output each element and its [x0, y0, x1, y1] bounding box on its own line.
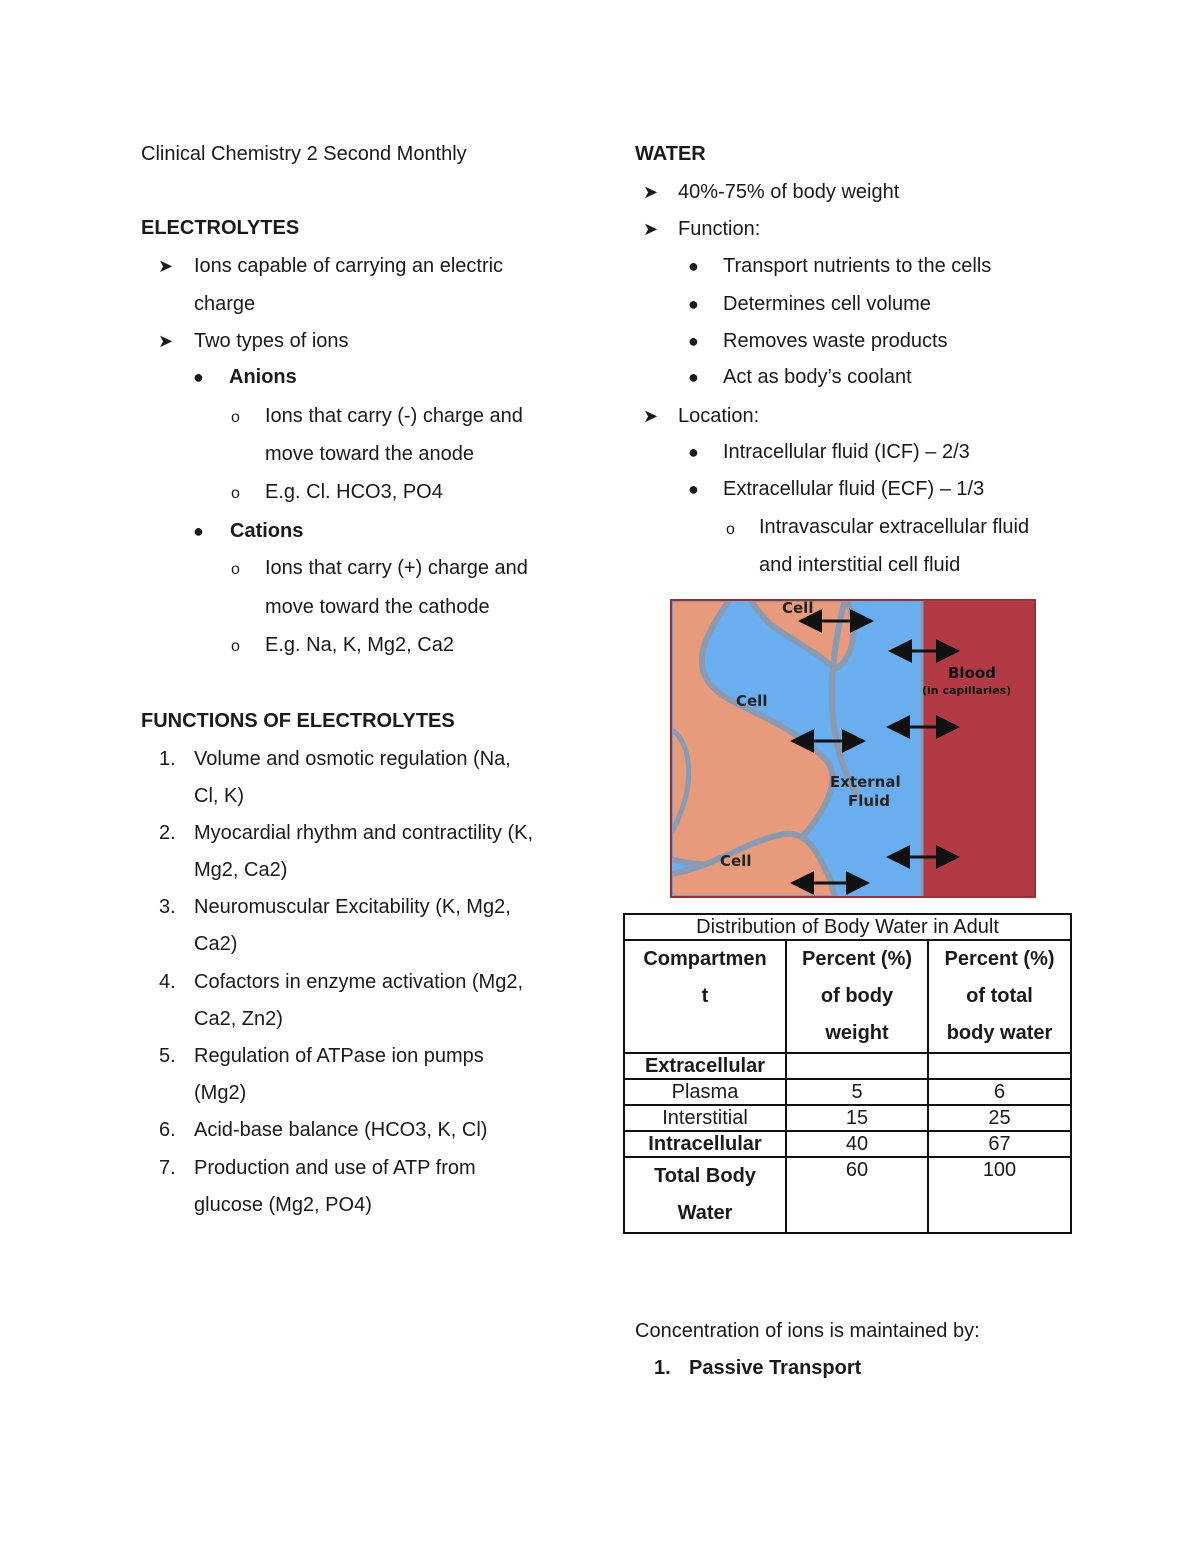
table-cell: 15	[786, 1105, 928, 1131]
bullet-icon: ●	[688, 331, 699, 351]
list-item: charge	[194, 293, 256, 315]
blood-label: Blood	[948, 664, 996, 682]
cations-label: Cations	[230, 520, 304, 542]
list-item: Two types of ions	[194, 330, 349, 352]
list-number: 4.	[159, 971, 176, 993]
header-line: body water	[946, 1022, 1053, 1044]
list-item: Function:	[678, 218, 761, 240]
list-item: Ions that carry (+) charge and	[265, 557, 528, 579]
list-item: Cofactors in enzyme activation (Mg2,	[194, 971, 524, 993]
list-number: 2.	[159, 822, 176, 844]
header-line: Percent (%)	[944, 948, 1055, 970]
table-row	[624, 1053, 1071, 1079]
table-header-cell	[624, 940, 786, 1053]
list-number: 6.	[159, 1119, 176, 1141]
body-water-table	[623, 913, 1072, 1234]
header-line: Percent (%)	[801, 948, 913, 970]
list-item: Location:	[678, 405, 760, 427]
header-spacer	[627, 1015, 783, 1052]
list-item: Acid-base balance (HCO3, K, Cl)	[194, 1119, 488, 1141]
table-row	[624, 1131, 1071, 1157]
list-item: Transport nutrients to the cells	[723, 255, 992, 277]
header-line: Compartmen	[643, 948, 767, 970]
list-item: Production and use of ATP from	[194, 1157, 476, 1179]
table-cell: 25	[928, 1105, 1071, 1131]
table-cell: 6	[928, 1079, 1071, 1105]
electrolytes-heading: ELECTROLYTES	[141, 217, 300, 239]
circle-bullet-icon: o	[726, 521, 735, 538]
list-item: Ca2, Zn2)	[194, 1008, 283, 1030]
list-number: 1.	[159, 748, 176, 770]
bullet-icon: ●	[688, 479, 699, 499]
list-number: 5.	[159, 1045, 176, 1067]
table-caption: Distribution of Body Water in Adult	[624, 914, 1071, 940]
list-item: Myocardial rhythm and contractility (K,	[194, 822, 534, 844]
list-item: Act as body’s coolant	[723, 366, 912, 388]
table-header-row	[624, 940, 1071, 1053]
bullet-icon: ●	[688, 256, 699, 276]
list-item: (Mg2)	[194, 1082, 247, 1104]
list-number: 3.	[159, 896, 176, 918]
concentration-text: Concentration of ions is maintained by:	[635, 1320, 980, 1342]
table-cell: Plasma	[624, 1079, 786, 1105]
list-item: Ca2)	[194, 933, 238, 955]
bullet-icon: ●	[688, 294, 699, 314]
circle-bullet-icon: o	[231, 485, 240, 502]
table-header-cell	[928, 940, 1071, 1053]
table-cell: Interstitial	[624, 1105, 786, 1131]
arrow-bullet-icon: ➤	[158, 331, 174, 351]
table-cell	[786, 1053, 928, 1079]
functions-heading: FUNCTIONS OF ELECTROLYTES	[141, 710, 455, 732]
bullet-icon: ●	[193, 521, 204, 541]
list-item: 40%-75% of body weight	[678, 181, 900, 203]
cell-line: Total Body	[654, 1165, 756, 1187]
table-header-cell	[786, 940, 928, 1053]
document-title: Clinical Chemistry 2 Second Monthly	[141, 143, 467, 165]
external-fluid-label: External	[830, 773, 901, 791]
bullet-icon: ●	[193, 367, 204, 387]
anions-label: Anions	[229, 366, 297, 388]
list-item: Volume and osmotic regulation (Na,	[194, 748, 511, 770]
table-cell: Intracellular	[624, 1131, 786, 1157]
bullet-icon: ●	[688, 442, 699, 462]
table-row	[624, 1079, 1071, 1105]
circle-bullet-icon: o	[231, 561, 240, 578]
list-item: Ions that carry (-) charge and	[265, 405, 523, 427]
circle-bullet-icon: o	[231, 409, 240, 426]
circle-bullet-icon: o	[231, 638, 240, 655]
list-item: E.g. Cl. HCO3, PO4	[265, 481, 443, 503]
header-line: of total	[966, 985, 1033, 1007]
list-item: Neuromuscular Excitability (K, Mg2,	[194, 896, 511, 918]
header-line: of body	[820, 985, 894, 1007]
table-cell: 100	[928, 1157, 1071, 1233]
list-number: 1.	[654, 1357, 671, 1379]
list-item: glucose (Mg2, PO4)	[194, 1194, 372, 1216]
list-item: Ions capable of carrying an electric	[194, 255, 504, 277]
external-fluid-label: Fluid	[848, 792, 890, 810]
header-line: weight	[825, 1022, 889, 1044]
list-item: Regulation of ATPase ion pumps	[194, 1045, 484, 1067]
bullet-icon: ●	[688, 367, 699, 387]
table-cell: Extracellular	[624, 1053, 786, 1079]
water-heading: WATER	[635, 143, 706, 165]
list-item: E.g. Na, K, Mg2, Ca2	[265, 634, 454, 656]
capillaries-label: (in capillaries)	[922, 684, 1012, 697]
table-cell	[624, 1157, 786, 1233]
table-cell: 60	[786, 1157, 928, 1233]
table-row	[624, 1105, 1071, 1131]
list-item: move toward the anode	[265, 443, 475, 465]
arrow-bullet-icon: ➤	[643, 219, 659, 239]
list-item: Removes waste products	[723, 330, 948, 352]
list-number: 7.	[159, 1157, 176, 1179]
list-item: and interstitial cell fluid	[759, 554, 961, 576]
arrow-bullet-icon: ➤	[643, 406, 659, 426]
list-item: Intracellular fluid (ICF) – 2/3	[723, 441, 970, 463]
list-item: Intravascular extracellular fluid	[759, 516, 1030, 538]
table-cell: 67	[928, 1131, 1071, 1157]
passive-transport-heading: Passive Transport	[689, 1357, 862, 1379]
cell-line: Water	[677, 1202, 733, 1224]
table-cell: 5	[786, 1079, 928, 1105]
cell-label: Cell	[782, 599, 814, 617]
list-item: Extracellular fluid (ECF) – 1/3	[723, 478, 985, 500]
arrow-bullet-icon: ➤	[643, 182, 659, 202]
header-line: t	[701, 985, 709, 1007]
cell-label: Cell	[736, 692, 768, 710]
fluid-compartment-diagram	[670, 599, 1036, 898]
list-item: move toward the cathode	[265, 596, 490, 618]
table-cell	[928, 1053, 1071, 1079]
table-cell: 40	[786, 1131, 928, 1157]
table-row	[624, 1157, 1071, 1233]
arrow-bullet-icon: ➤	[158, 256, 174, 276]
cell-label: Cell	[720, 852, 752, 870]
blood-region	[922, 599, 1036, 898]
list-item: Determines cell volume	[723, 293, 931, 315]
list-item: Cl, K)	[194, 785, 244, 807]
list-item: Mg2, Ca2)	[194, 859, 288, 881]
